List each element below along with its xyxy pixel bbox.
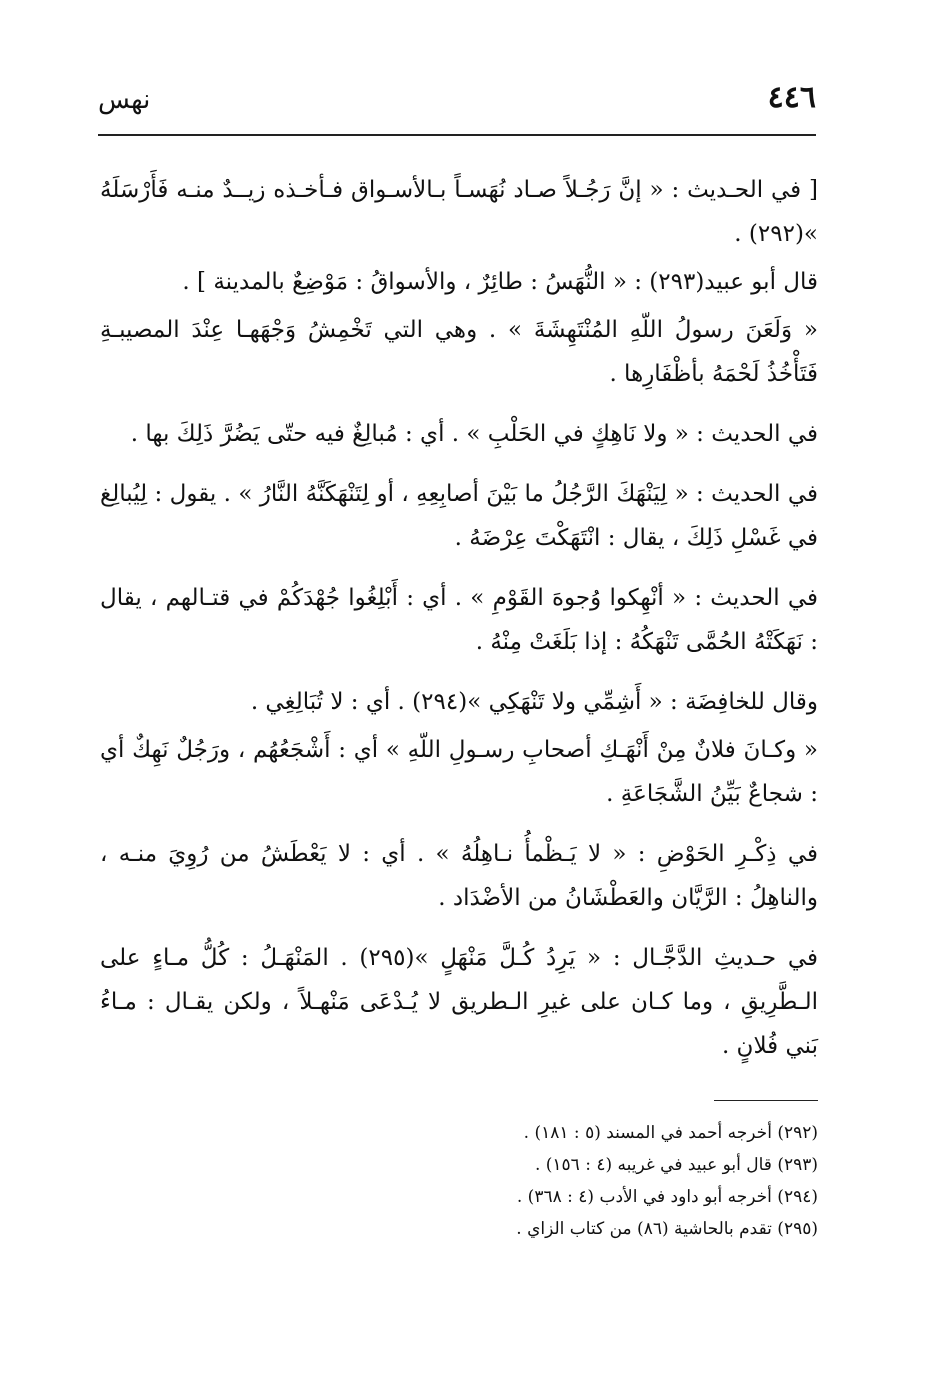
paragraph: [ في الحـديث : « إنَّ رَجُـلاً صـاد نُهَسـاً بـالأسـواق فـأخـذه زيــدٌ منـه فَأَرْسَلَهُ »(٢٩٢) . (100, 177, 818, 247)
running-head: نهس (98, 85, 151, 115)
page-number: ٤٤٦ (767, 80, 816, 115)
paragraph: وقال للخافِضَة : « أَشِمِّي ولا تَنْهَكِي »(٢٩٤) . أي : لا تُبَالِغِي . (250, 689, 818, 715)
paragraph: في الحديث : « ولا نَاهِكٍ في الحَلْبِ » . أي : مُبالِغٌ فيه حتّى يَضُرَّ ذَلِكَ بها . (130, 421, 818, 447)
footnote-rule (714, 1100, 818, 1101)
footnotes (218, 1118, 818, 1246)
footnote: (٢٩٤) أخرجه أبو داود في الأدب (٤ : ٣٦٨) . (516, 1187, 818, 1207)
footnote: (٢٩٣) قال أبو عبيد في غريبه (٤ : ١٥٦) . (534, 1155, 818, 1175)
page-header (98, 74, 816, 126)
paragraph: قال أبو عبيد(٢٩٣) : « النُّهَسُ : طائِرٌ ، والأسواقُ : مَوْضِعٌ بالمدينة ] . (182, 269, 818, 295)
main-text (100, 168, 818, 1084)
paragraph: في حـديثِ الدَّجَّـال : « يَرِدُ كُـلَّ مَنْهَلٍ »(٢٩٥) . المَنْهَـلُ : كُلُّ مـاءٍ على الـطَّرِيقِ ، وما كـان على غيرِ الـطريق لا يُـدْعَى مَنْهـلاً ، ولكن يقـال : مـاءُ بَني فُلانٍ . (100, 945, 818, 1059)
paragraph: في الحديث : « لِيَنْهَكَ الرَّجُلُ ما بَيْنَ أصابِعِهِ ، أو لِتَنْهَكَنَّهُ النَّارُ » . يقول : لِيُبالِغ في غَسْلِ ذَلِكَ ، يقال : انْتَهَكْتَ عِرْضَهُ . (100, 481, 818, 551)
paragraph: في الحديث : « أنْهِكوا وُجوهَ القَوْمِ » . أي : أَبْلِغُوا جُهْدَكُمْ في قتـالهم ، يقال : نَهَكَتْهُ الحُمَّى تَنْهَكُهُ : إذا بَلَغَتْ مِنْهُ . (100, 585, 818, 655)
footnote: (٢٩٥) تقدم بالحاشية (٨٦) من كتاب الزاي . (516, 1219, 818, 1239)
paragraph: « وكـانَ فلانٌ مِنْ أَنْهَـكِ أصحابِ رسـولِ اللّهِ » أي : أَشْجَعُهُم ، ورَجُلٌ نَهِكٌ أي : شجاعٌ بَيِّنُ الشَّجَاعَةِ . (100, 737, 818, 807)
paragraph: في ذِكْـرِ الحَوْضِ : « لا يَـظْمأُ نـاهِلُهُ » . أي : لا يَعْطَشُ من رُوِيَ منـه ، والناهِلُ : الرَّيَّان والعَطْشَانُ من الأضْدَاد . (100, 841, 818, 911)
paragraph: « وَلَعَنَ رسولُ اللّهِ المُنْتَهِشَةَ » . وهي التي تَخْمِشُ وَجْهَهـا عِنْدَ المصيبـةِ فَتَأْخُذُ لَحْمَهُ بأظْفَارِها . (100, 317, 818, 387)
footnote: (٢٩٢) أخرجه أحمد في المسند (٥ : ١٨١) . (523, 1123, 818, 1143)
header-rule (98, 134, 816, 136)
